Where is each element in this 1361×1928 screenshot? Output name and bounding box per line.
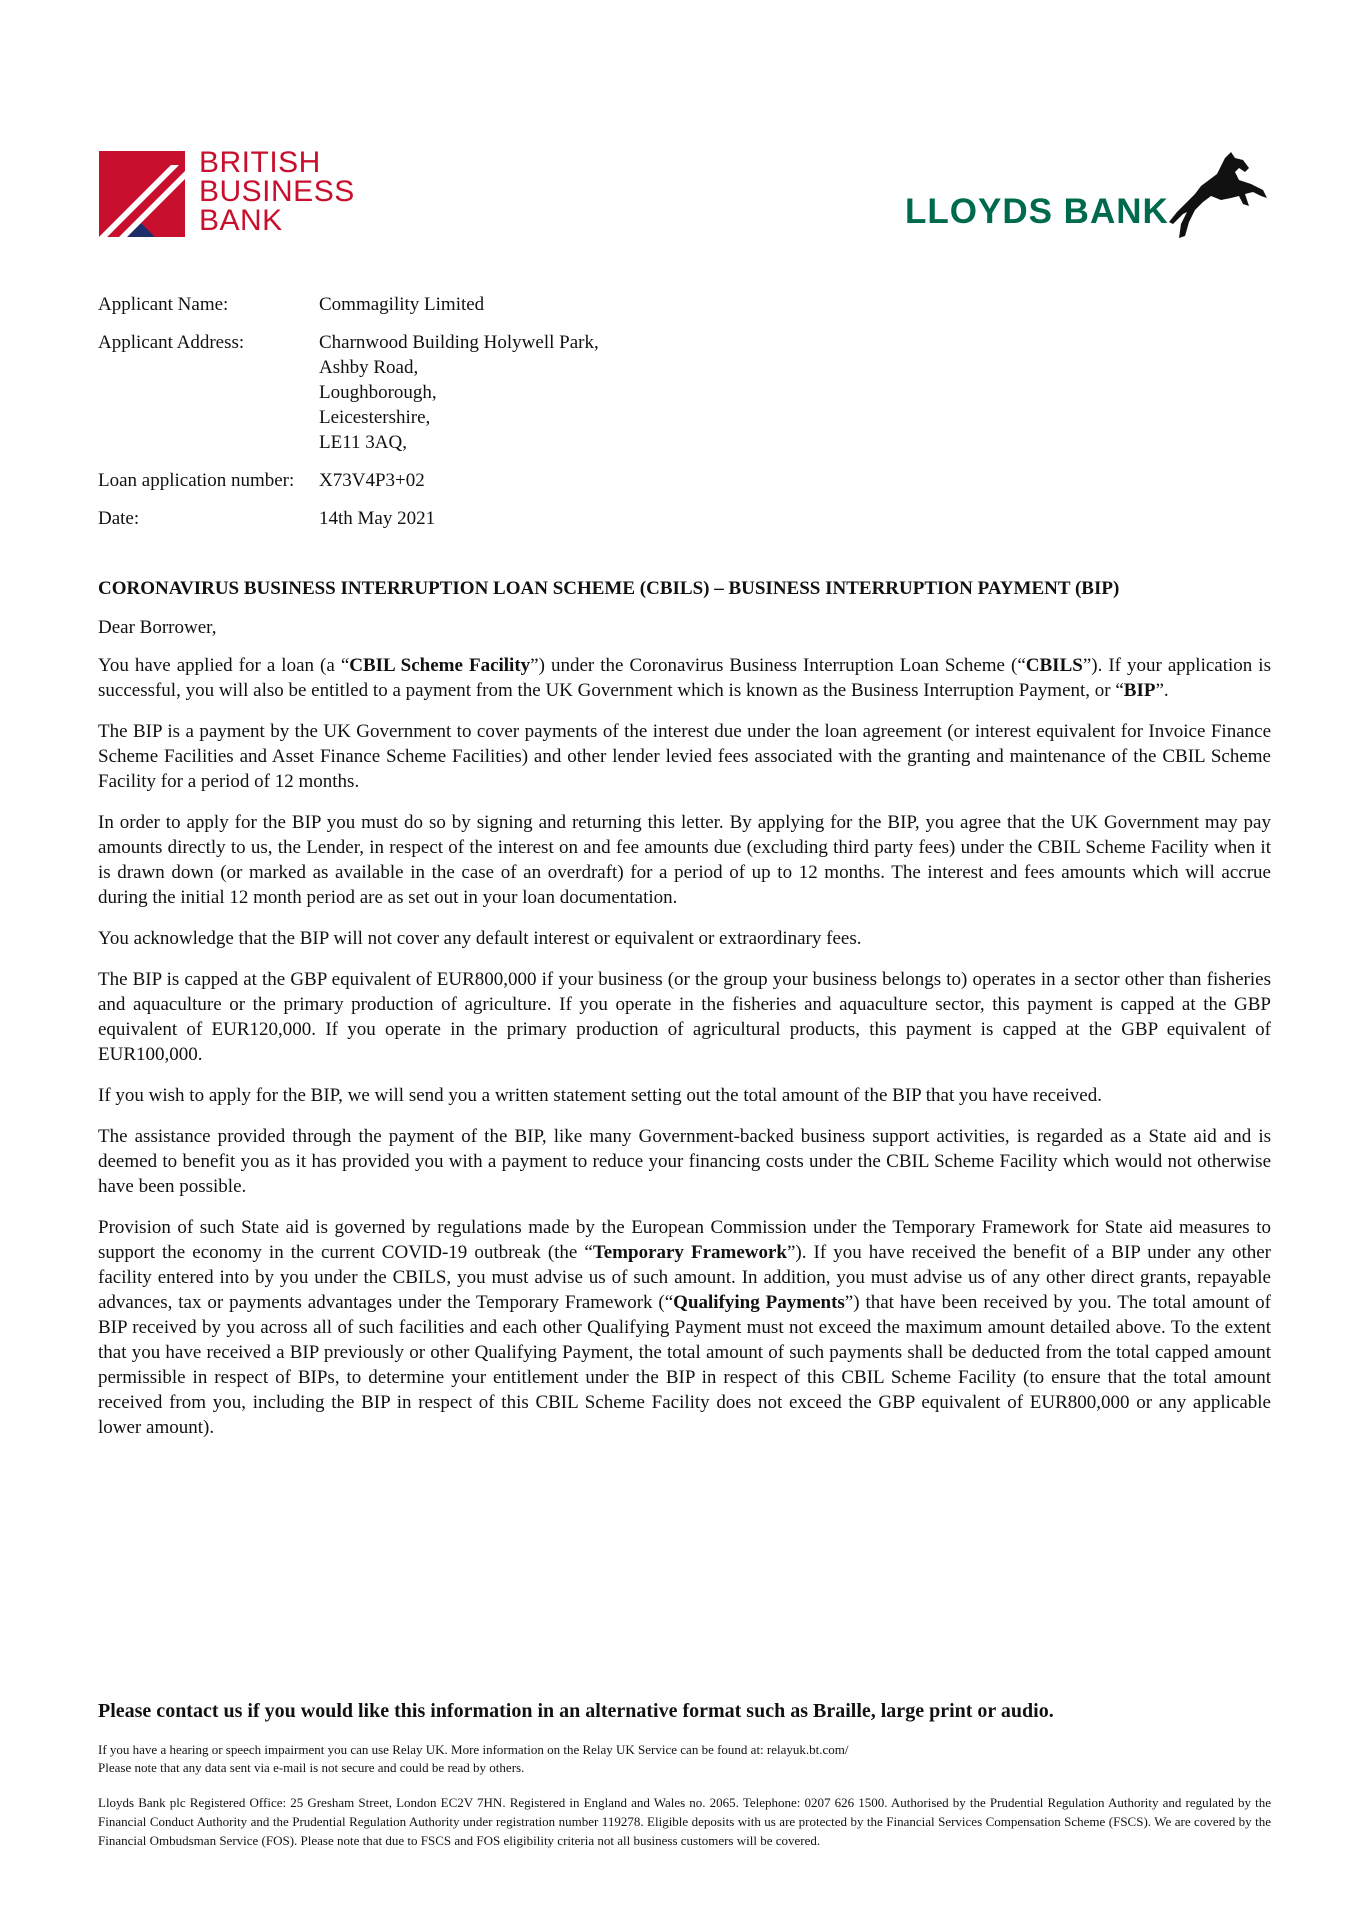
date-label: Date: <box>98 508 140 529</box>
paragraph-4: You acknowledge that the BIP will not cover any default interest or equivalent or extraordinary fees. <box>98 928 862 949</box>
applicant-details <box>98 292 599 544</box>
address-line: Leicestershire, <box>319 407 431 428</box>
bbb-line-1: BRITISH <box>199 146 321 179</box>
p8-text: ”) that have been received by you. The total amount of BIP received by you across all of such facilities and each other Qualifying Payment must not exceed the maximum amount detailed above. To the extent that you have received a BIP previously or other Qualifying Payment, the total amount of such payments shall be deducted from the total capped amount permissible in respect of BIPs, to determine your entitlement under the BIP in respect of this CBIL Scheme Facility (to ensure that the total amount received from you, including the BIP in respect of this CBIL Scheme Facility does not exceed the GBP equivalent of EUR800,000 or any applicable lower amount). <box>98 1292 1272 1438</box>
applicant-address-row <box>98 330 599 455</box>
paragraph-1 <box>98 653 1271 703</box>
loan-number-value: X73V4P3+02 <box>319 470 425 491</box>
lloyds-bank-logo <box>905 150 1265 250</box>
paragraph-2: The BIP is a payment by the UK Government to cover payments of the interest due under the loan agreement (or interest equivalent for Invoice Finance Scheme Facilities and Asset Finance Scheme Facilities) and other lender levied fees associated with the granting and maintenance of the CBIL Scheme Facility for a period of 12 months. <box>98 721 1271 792</box>
applicant-name-label: Applicant Name: <box>98 294 229 315</box>
p8-term-qualifying-payments: Qualifying Payments <box>673 1292 845 1313</box>
british-business-bank-logo <box>99 148 359 240</box>
bbb-flag-icon <box>99 151 185 237</box>
applicant-name-row <box>98 292 599 317</box>
legal-disclaimer: Lloyds Bank plc Registered Office: 25 Gresham Street, London EC2V 7HN. Registered in England and Wales no. 2065. Telephone: 0207 626 1500. Authorised by the Prudential Regulation Authority and regulated by the Financial Conduct Authority and the Prudential Regulation Authority under registration number 119278. Eligible deposits with us are protected by the Financial Services Compensation Scheme (FSCS). We are covered by the Financial Ombudsman Service (FOS). Please note that due to FSCS and FOS eligibility criteria not all business customers will be covered. <box>98 1795 1271 1848</box>
paragraph-6: If you wish to apply for the BIP, we will send you a written statement setting out the total amount of the BIP that you have received. <box>98 1085 1102 1106</box>
paragraph-7: The assistance provided through the payment of the BIP, like many Government-backed business support activities, is regarded as a State aid and is deemed to benefit you as it has provided you with a payment to reduce your financing costs under the CBIL Scheme Facility which would not otherwise have been possible. <box>98 1126 1271 1197</box>
p8-text: ”). If you have received the benefit of a BIP under any other facility entered into by you under the CBILS, you must advise us of such amount. In addition, you must advise us of any other direct grants, repayable advances, tax or payments advantages under the Temporary Framework (“ <box>98 1242 1271 1313</box>
lloyds-wordmark: LLOYDS BANK <box>905 192 1169 231</box>
loan-number-label: Loan application number: <box>98 470 295 491</box>
p8-text: Provision of such State aid is governed by regulations made by the European Commission under the Temporary Framework for State aid measures to support the economy in the current COVID-19 outbreak (the “ <box>98 1217 1271 1263</box>
p1-term-bip: BIP <box>1123 680 1156 701</box>
date-value: 14th May 2021 <box>319 508 436 529</box>
address-line: Ashby Road, <box>319 357 419 378</box>
address-line: Loughborough, <box>319 382 437 403</box>
bbb-line-3: BANK <box>199 204 283 237</box>
alternative-format-note: Please contact us if you would like this information in an alternative format such as Braille, large print or audio. <box>98 1700 1054 1722</box>
applicant-address-value <box>319 330 599 455</box>
p1-term-facility: CBIL Scheme Facility <box>349 655 531 676</box>
p1-text: You have applied for a loan (a “ <box>98 655 350 676</box>
date-row <box>98 506 599 531</box>
black-horse-icon <box>1165 150 1269 240</box>
p1-text: ”). If your application is successful, you will also be entitled to a payment from the UK Government which is known as the Business Interruption Payment, or “ <box>98 655 1271 701</box>
address-line: LE11 3AQ, <box>319 432 407 453</box>
salutation: Dear Borrower, <box>98 617 217 638</box>
applicant-address-label: Applicant Address: <box>98 332 245 353</box>
paragraph-3: In order to apply for the BIP you must do so by signing and returning this letter. By applying for the BIP, you agree that the UK Government may pay amounts directly to us, the Lender, in respect of the interest on and fee amounts due (excluding third party fees) under the CBIL Scheme Facility when it is drawn down (or marked as available in the case of an overdraft) for a period of up to 12 months. The interest and fees amounts which will accrue during the initial 12 month period are as set out in your loan documentation. <box>98 812 1271 908</box>
bbb-line-2: BUSINESS <box>199 175 355 208</box>
p8-term-temporary-framework: Temporary Framework <box>592 1242 787 1263</box>
letter-body <box>98 576 1271 1456</box>
email-security-note: Please note that any data sent via e-mail is not secure and could be read by others. <box>98 1760 525 1775</box>
relay-uk-note: If you have a hearing or speech impairment you can use Relay UK. More information on the Relay UK Service can be found at: relayuk.bt.com/ <box>98 1742 849 1757</box>
applicant-name-value: Commagility Limited <box>319 294 485 315</box>
p1-text: ”. <box>1155 680 1169 701</box>
loan-number-row <box>98 468 599 493</box>
bbb-wordmark <box>199 148 355 235</box>
letter-heading: CORONAVIRUS BUSINESS INTERRUPTION LOAN SCHEME (CBILS) – BUSINESS INTERRUPTION PAYMENT (BIP) <box>98 578 1120 599</box>
p1-term-cbils: CBILS <box>1025 655 1083 676</box>
paragraph-5: The BIP is capped at the GBP equivalent of EUR800,000 if your business (or the group your business belongs to) operates in a sector other than fisheries and aquaculture or the primary production of agriculture. If you operate in the fisheries and aquaculture sector, this payment is capped at the GBP equivalent of EUR120,000. If you operate in the primary production of agricultural products, this payment is capped at the GBP equivalent of EUR100,000. <box>98 969 1271 1065</box>
p1-text: ”) under the Coronavirus Business Interruption Loan Scheme (“ <box>530 655 1026 676</box>
paragraph-8 <box>98 1215 1271 1440</box>
accessibility-notes <box>98 1741 1271 1777</box>
address-line: Charnwood Building Holywell Park, <box>319 332 599 353</box>
